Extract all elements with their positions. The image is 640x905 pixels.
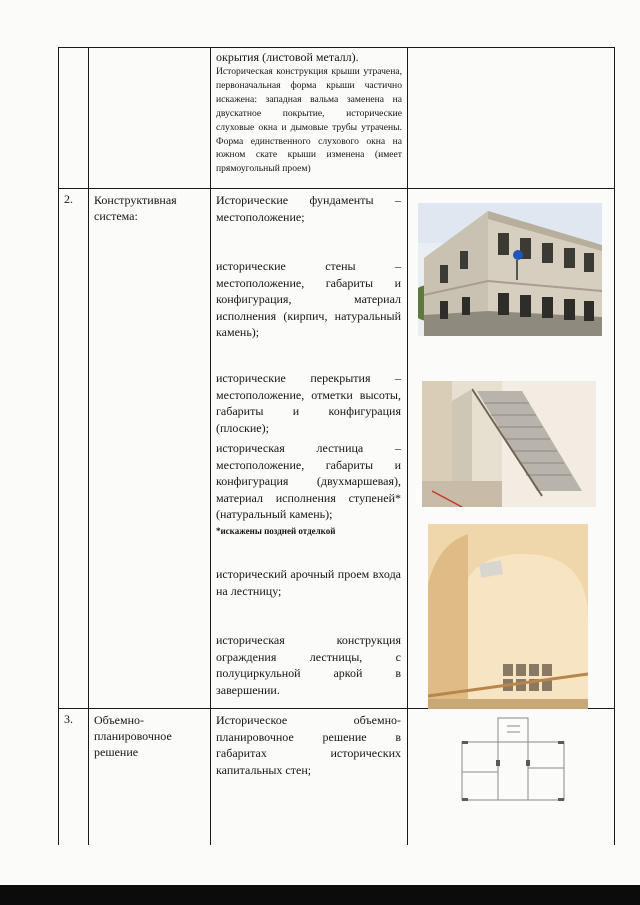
item-walls: исторические стены – местоположение, габариты и конфигурация, материал исполнения (кирпич, натуральный камень); bbox=[216, 259, 401, 340]
footnote-distorted: *искажены поздней отделкой bbox=[216, 526, 336, 536]
scan-edge bbox=[0, 885, 640, 905]
table-divider-2 bbox=[210, 47, 211, 845]
prev-row-description: Историческая конструкция крыши утрачена, первоначальная форма крыши частично искажена: западная вальма заменена на двускатное покрытие, исторические слуховые окна и дымовые трубы утрачены. Форма единственного слухового окна на южном скате крыши изменена (имеет прямоугольный проем) bbox=[216, 66, 402, 175]
table-border-left bbox=[58, 47, 59, 845]
item-railing: историческая конструкция ограждения лестницы, с полуциркульной аркой в завершении. bbox=[216, 633, 401, 697]
table-border-right bbox=[614, 47, 615, 845]
item-arch-opening: исторический арочный проем входа на лестницу; bbox=[216, 567, 401, 598]
staircase-photo bbox=[422, 381, 596, 507]
arched-passage-photo bbox=[428, 524, 588, 709]
item-floors: исторические перекрытия – местоположение, отметки высоты, габариты и конфигурация (плоские); bbox=[216, 371, 401, 435]
floor-plan-drawing bbox=[452, 712, 576, 804]
table-divider-1 bbox=[88, 47, 89, 845]
prev-row-title: окрытия (листовой металл). bbox=[216, 50, 359, 64]
table-border-top bbox=[58, 47, 615, 48]
row-label-constructive-system: Конструктивная система: bbox=[94, 193, 177, 224]
row-number-3: 3. bbox=[64, 712, 73, 726]
item-foundations: Исторические фундаменты – местоположение; bbox=[216, 193, 401, 224]
row-label-volume-planning: Объемно-планировочное решение bbox=[94, 713, 172, 760]
item-volume-planning: Историческое объемно-планировочное решение в габаритах исторических капитальных стен; bbox=[216, 713, 401, 777]
row-number-2: 2. bbox=[64, 192, 73, 206]
item-staircase: историческая лестница – местоположение, габариты и конфигурация (двухмаршевая), материал исполнения ступеней* (натуральный камень); bbox=[216, 441, 401, 522]
table-divider-3 bbox=[407, 47, 408, 845]
row-separator-1 bbox=[58, 188, 615, 189]
building-facade-photo bbox=[418, 203, 602, 336]
